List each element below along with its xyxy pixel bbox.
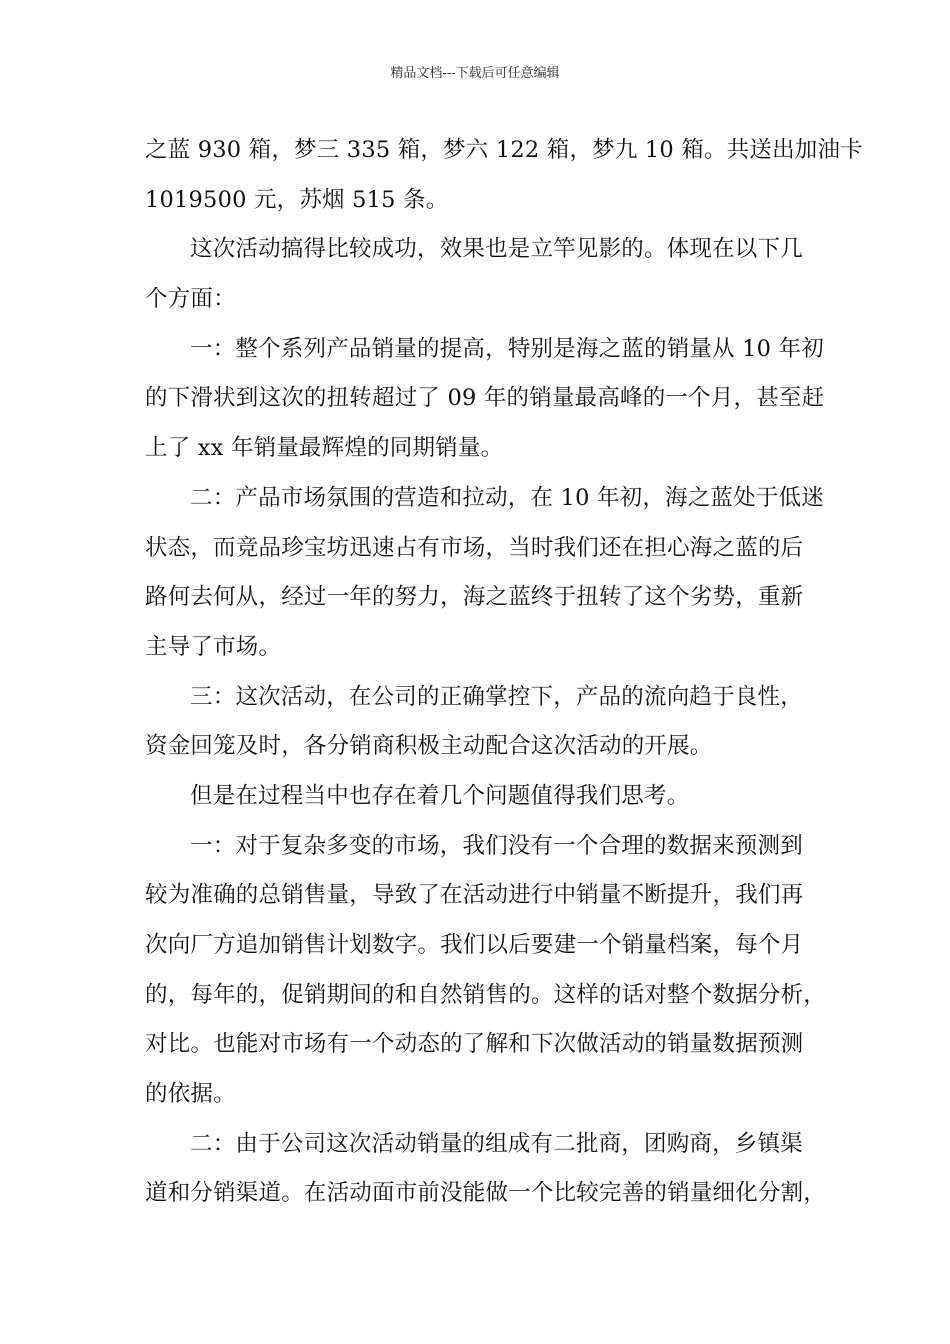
text-line: 但是在过程当中也存在着几个问题值得我们思考。 [190,782,690,809]
text-line: 之蓝 930 箱，梦三 335 箱，梦六 122 箱，梦九 10 箱。共送出加油卡 [145,137,863,163]
text-line: 资金回笼及时，各分销商积极主动配合这次活动的开展。 [145,733,713,760]
text-line: 一：对于复杂多变的市场，我们没有一个合理的数据来预测到 [190,832,803,859]
text-line: 的依据。 [145,1081,236,1108]
text-line: 二：由于公司这次活动销量的组成有二批商，团购商，乡镇渠 [190,1130,803,1157]
text-line: 对比。也能对市场有一个动态的了解和下次做活动的销量数据预测 [145,1031,804,1058]
text-line: 状态，而竞品珍宝坊迅速占有市场，当时我们还在担心海之蓝的后 [145,534,804,561]
text-line: 路何去何从，经过一年的努力，海之蓝终于扭转了这个劣势，重新 [145,584,804,611]
document-body [145,126,863,1219]
text-line: 较为准确的总销售量，导致了在活动进行中销量不断提升，我们再 [145,882,804,909]
text-line: 道和分销渠道。在活动面市前没能做一个比较完善的销量细化分割， [145,1180,827,1207]
text-line: 1019500 元，苏烟 515 条。 [145,186,449,213]
text-line: 个方面： [145,286,236,313]
text-line: 的下滑状到这次的扭转超过了 09 年的销量最高峰的一个月，甚至赶 [145,385,825,412]
text-line: 三：这次活动，在公司的正确掌控下，产品的流向趋于良性， [190,683,803,710]
text-line: 次向厂方追加销售计划数字。我们以后要建一个销量档案，每个月 [145,932,804,958]
text-line: 一：整个系列产品销量的提高，特别是海之蓝的销量从 10 年初 [190,335,824,362]
text-line: 主导了市场。 [145,633,282,660]
text-line: 这次活动搞得比较成功，效果也是立竿见影的。体现在以下几 [190,236,803,263]
text-line: 的，每年的，促销期间的和自然销售的。这样的话对整个数据分析， [145,981,827,1008]
page-header: 精品文档---下载后可任意编辑 [390,66,560,81]
text-line: 二：产品市场氛围的营造和拉动，在 10 年初，海之蓝处于低迷 [190,484,824,511]
text-line: 上了 xx 年销量最辉煌的同期销量。 [145,435,504,462]
